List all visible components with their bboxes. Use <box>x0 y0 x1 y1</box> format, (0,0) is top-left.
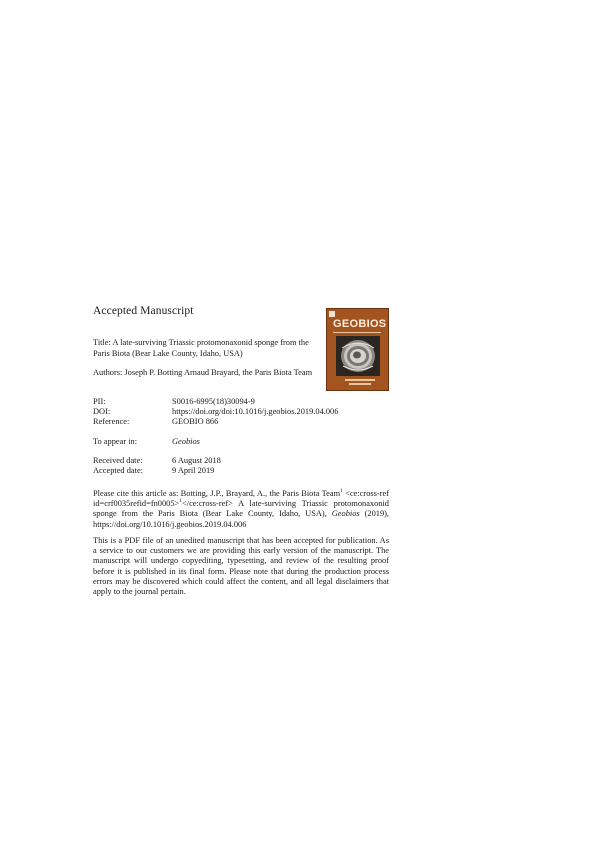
received-label: Received date: <box>93 456 143 465</box>
journal-cover <box>326 308 389 391</box>
citation-text-3: </ce:cross-ref> A late-surviving Triassic protomonaxonid sponge from the Paris Biota (Bear Lake County, Idaho, USA), <box>93 499 389 519</box>
pii-value: S0016-6995(18)30094-9 <box>172 397 255 406</box>
reference-label: Reference: <box>93 416 130 426</box>
citation-paragraph <box>93 489 389 530</box>
fossil-image-icon <box>336 336 380 376</box>
doi-link[interactable]: https://doi.org/doi:10.1016/j.geobios.2019.04.006 <box>172 406 339 416</box>
received-date: 6 August 2018 <box>172 456 221 465</box>
citation-sup-2: 1 <box>179 498 183 505</box>
cover-footer-line <box>345 379 375 381</box>
cover-divider <box>333 332 381 333</box>
citation-sup-1: 1 <box>340 488 343 495</box>
pii-label: PII: <box>93 397 106 406</box>
cover-footer-line-2 <box>349 383 371 385</box>
citation-text-2: <ce:cross-ref id=crf0035refid=fn0005> <box>93 489 389 509</box>
article-title: Title: A late-surviving Triassic protomonaxonid sponge from the Paris Biota (Bear Lake County, Idaho, USA) <box>93 338 309 358</box>
reference-value: GEOBIO 866 <box>172 416 219 426</box>
citation-text-1: Please cite this article as: Botting, J.P., Brayard, A., the Paris Biota Team <box>93 489 341 498</box>
doi-label: DOI: <box>93 406 111 416</box>
cover-journal-title: GEOBIOS <box>333 318 387 330</box>
page-heading: Accepted Manuscript <box>93 305 194 317</box>
citation-journal: Geobios <box>331 509 360 519</box>
article-authors: Authors: Joseph P. Botting Arnaud Brayard, the Paris Biota Team <box>93 368 313 377</box>
accepted-date: 9 April 2019 <box>172 465 215 475</box>
citation-text-4: (2019), https://doi.org/10.1016/j.geobios.2019.04.006 <box>93 509 390 529</box>
appear-label: To appear in: <box>93 437 138 446</box>
journal-name: Geobios <box>172 437 200 446</box>
accepted-label: Accepted date: <box>93 465 143 475</box>
publisher-logo-icon <box>329 311 335 317</box>
disclaimer-paragraph: This is a PDF file of an unedited manuscript that has been accepted for publication. As a service to our customers we are providing this early version of the manuscript. The manuscript will undergo copyediting, typesetting, and review of the resulting proof before it is published in its final form. Please note that during the production process errors may be discovered which could affect the content, and all legal disclaimers that apply to the journal pertain. <box>93 536 389 597</box>
